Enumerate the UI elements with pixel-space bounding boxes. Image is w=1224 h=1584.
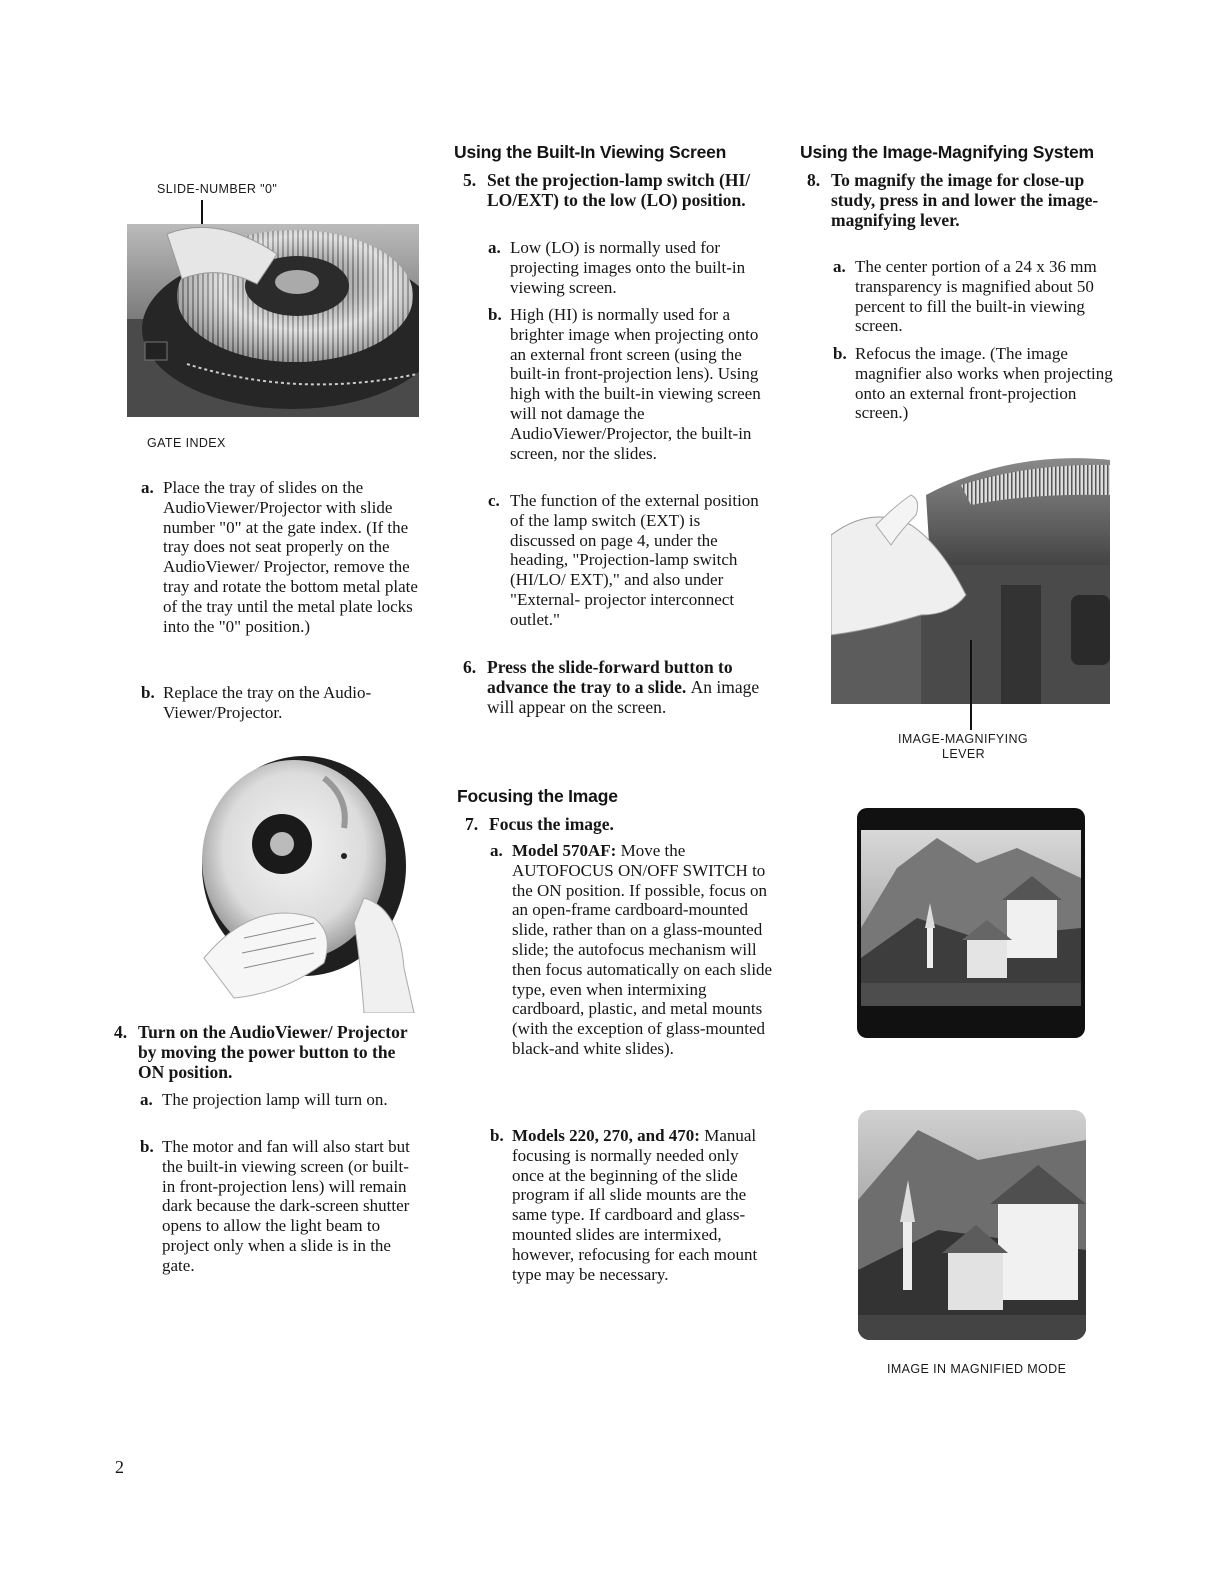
step-8-a bbox=[833, 257, 1113, 336]
step-5-c bbox=[488, 491, 760, 630]
tray-step-a-text: Place the tray of slides on the AudioViewer/Projector with slide number "0" at the gate index. (If the tray does not seat properly on the AudioViewer/ Projector, remove the tray and rotate the bottom metal plate of the tray until the metal plate locks into the "0" position.) bbox=[163, 478, 418, 636]
step-6 bbox=[463, 657, 777, 717]
step-4 bbox=[114, 1022, 423, 1082]
slide-number-label: SLIDE-NUMBER "0" bbox=[157, 182, 278, 196]
step-6-number: 6. bbox=[463, 657, 477, 677]
village-normal-illustration bbox=[857, 808, 1085, 1038]
tray-step-a bbox=[141, 478, 423, 636]
step-5 bbox=[463, 170, 772, 210]
page-number: 2 bbox=[115, 1457, 124, 1477]
step-8-a-text: The center portion of a 24 x 36 mm transparency is magnified about 50 percent to fill the built-in viewing screen. bbox=[855, 257, 1097, 336]
tray-step-b bbox=[141, 683, 423, 723]
step-5-b-text: High (HI) is normally used for a brighter image when projecting onto an external front screen (using the built-in front-projection lens). Using high with the built-in viewing screen will not damage the AudioViewer/Projector, the built-in screen, nor the slides. bbox=[510, 305, 761, 463]
step-6-text: An image will appear on the screen. bbox=[487, 677, 760, 717]
step-8-b bbox=[833, 344, 1113, 423]
step-7-b bbox=[490, 1126, 774, 1284]
gate-index-label: GATE INDEX bbox=[147, 436, 226, 450]
step-4-b bbox=[140, 1137, 417, 1276]
tray-loading-illustration bbox=[127, 224, 419, 417]
step-7 bbox=[465, 814, 769, 834]
magnified-view-photo bbox=[858, 1110, 1086, 1340]
step-4-number: 4. bbox=[114, 1022, 128, 1042]
heading-built-in-viewing-screen: Using the Built-In Viewing Screen bbox=[454, 142, 727, 162]
step-8 bbox=[807, 170, 1101, 230]
tray-underside-illustration bbox=[164, 748, 416, 1013]
step-4-a bbox=[140, 1090, 412, 1110]
step-6-title: Press the slide-forward button to advance the tray to a slide. bbox=[487, 657, 733, 697]
step-5-a bbox=[488, 238, 765, 297]
item-letter-b: b. bbox=[833, 344, 847, 363]
step-7-a bbox=[490, 841, 774, 1059]
normal-view-photo bbox=[857, 808, 1085, 1038]
step-4-title: Turn on the AudioViewer/ Projector by moving the power button to the ON position. bbox=[138, 1022, 408, 1082]
step-8-title: To magnify the image for close-up study, press in and lower the image-magnifying lever. bbox=[831, 170, 1099, 230]
item-letter-a: a. bbox=[141, 478, 154, 497]
step-8-b-text: Refocus the image. (The image magnifier also works when projecting onto an external front-projection screen.) bbox=[855, 344, 1113, 423]
step-4-a-text: The projection lamp will turn on. bbox=[162, 1090, 388, 1109]
magnified-mode-caption: IMAGE IN MAGNIFIED MODE bbox=[887, 1362, 1067, 1376]
item-letter-b: b. bbox=[140, 1137, 154, 1156]
step-7-a-label: Model 570AF: bbox=[512, 841, 617, 860]
magnifying-lever-label-1: IMAGE-MAGNIFYING bbox=[898, 732, 1029, 746]
item-letter-a: a. bbox=[488, 238, 501, 257]
step-5-number: 5. bbox=[463, 170, 477, 190]
item-letter-a: a. bbox=[833, 257, 846, 276]
step-7-title: Focus the image. bbox=[489, 814, 614, 834]
item-letter-c: c. bbox=[488, 491, 500, 510]
tray-bottom-photo bbox=[164, 748, 416, 1013]
item-letter-b: b. bbox=[488, 305, 502, 324]
step-7-b-text: Manual focusing is normally needed only once at the beginning of the slide program if all slide mounts are the same type. If cardboard and glass-mounted slides are intermixed, however, refocusing for each mount type may be necessary. bbox=[512, 1126, 758, 1284]
step-7-number: 7. bbox=[465, 814, 479, 834]
step-7-a-text: Move the AUTOFOCUS ON/OFF SWITCH to the ON position. If possible, focus on an open-frame cardboard-mounted slide, rather than on a glass-mounted slide; the autofocus mechanism will then focus automatically on each slide type, even when intermixing cardboard, plastic, and metal mounts (with the exception of glass-mounted black-and white slides). bbox=[512, 841, 773, 1058]
step-7-b-label: Models 220, 270, and 470: bbox=[512, 1126, 700, 1145]
item-letter-b: b. bbox=[490, 1126, 504, 1145]
item-letter-a: a. bbox=[490, 841, 503, 860]
item-letter-b: b. bbox=[141, 683, 155, 702]
item-letter-a: a. bbox=[140, 1090, 153, 1109]
magnifying-lever-leader bbox=[970, 640, 972, 730]
magnifying-lever-label-2: LEVER bbox=[942, 747, 985, 761]
step-4-b-text: The motor and fan will also start but the built-in viewing screen (or built-in front-projection lens) will remain dark because the dark-screen shutter opens to allow the light beam to project only when a slide is in the gate. bbox=[162, 1137, 410, 1275]
tray-step-b-text: Replace the tray on the Audio-Viewer/Projector. bbox=[163, 683, 372, 722]
step-5-b bbox=[488, 305, 765, 463]
heading-focusing-the-image: Focusing the Image bbox=[457, 786, 618, 806]
step-5-c-text: The function of the external position of the lamp switch (EXT) is discussed on page 4, under the heading, "Projection-lamp switch (HI/LO/ EXT)," and also under "External- projector interconnect outlet." bbox=[510, 491, 759, 629]
tray-on-projector-photo bbox=[127, 224, 419, 417]
step-8-number: 8. bbox=[807, 170, 821, 190]
step-5-title: Set the projection-lamp switch (HI/ LO/EXT) to the low (LO) position. bbox=[487, 170, 751, 210]
village-magnified-illustration bbox=[858, 1110, 1086, 1340]
heading-image-magnifying-system: Using the Image-Magnifying System bbox=[800, 142, 1094, 162]
step-5-a-text: Low (LO) is normally used for projecting images onto the built-in viewing screen. bbox=[510, 238, 746, 297]
